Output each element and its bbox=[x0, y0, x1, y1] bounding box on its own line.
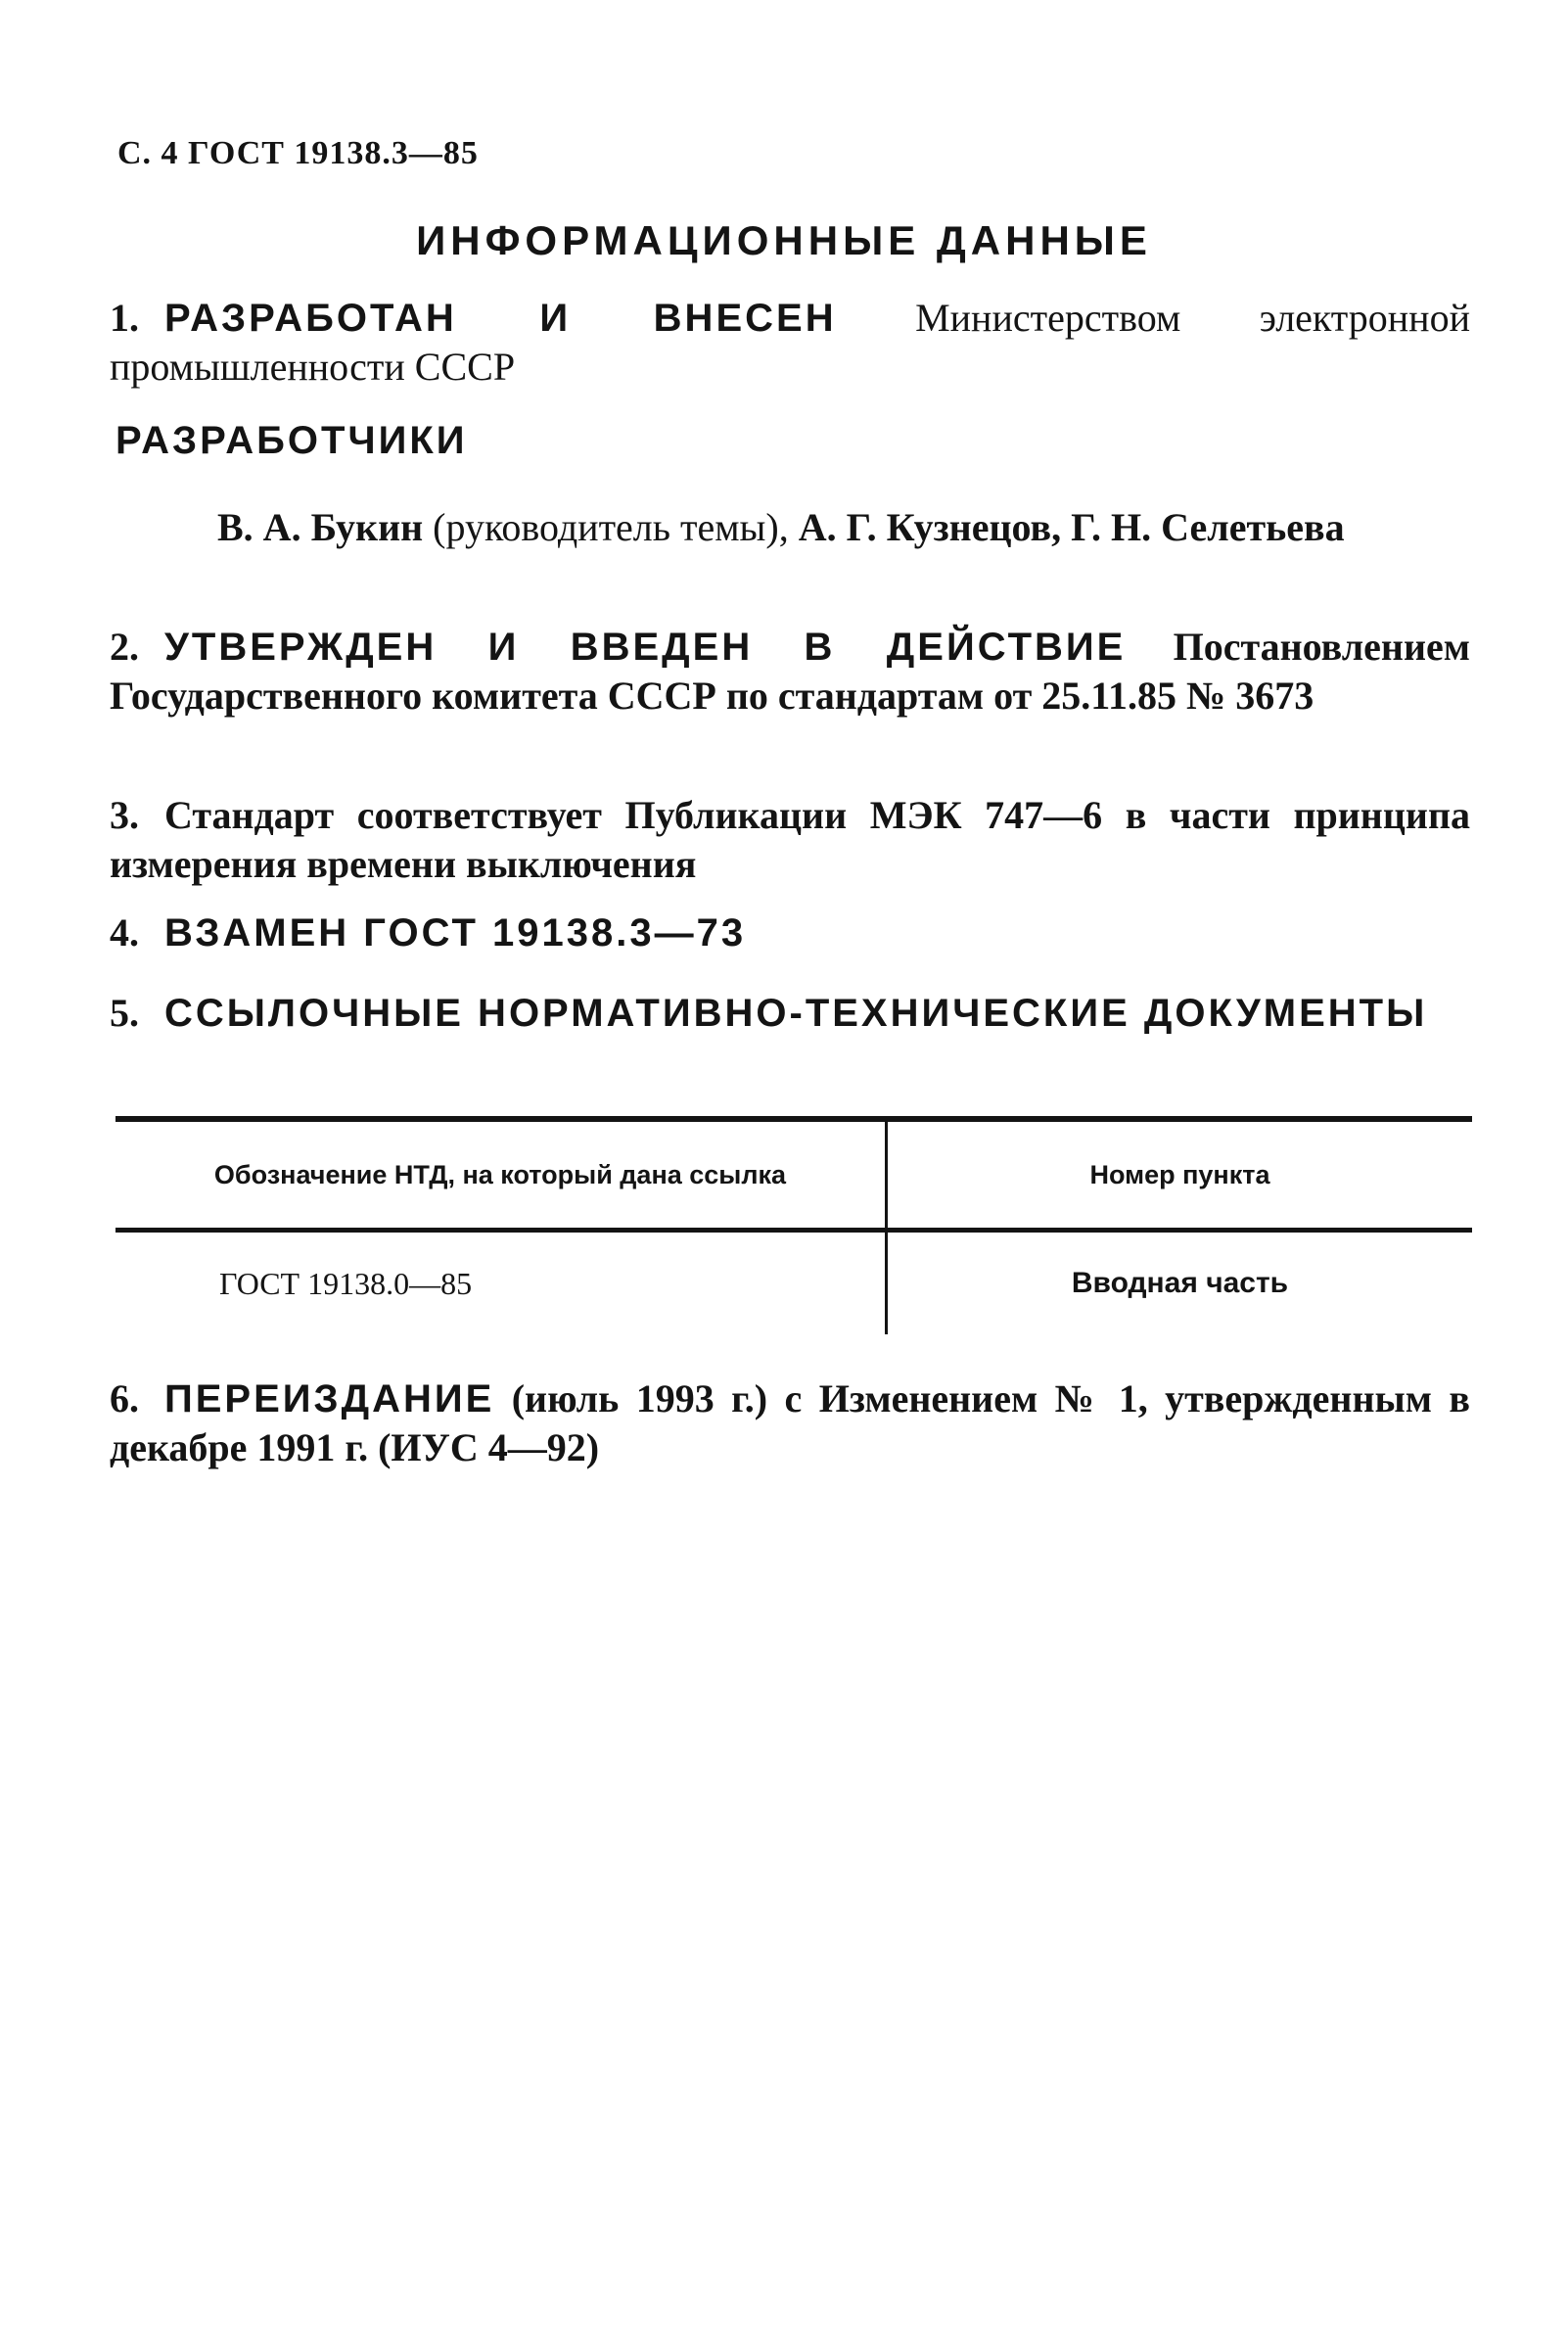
info-item-5 bbox=[110, 989, 1470, 1038]
item-number: 2. bbox=[110, 625, 139, 669]
info-item-4 bbox=[110, 908, 1470, 957]
cell-document: ГОСТ 19138.0—85 bbox=[115, 1233, 887, 1334]
item-number: 3. bbox=[110, 793, 139, 837]
table-header-row bbox=[115, 1122, 1472, 1228]
col-header-point: Номер пункта bbox=[1089, 1159, 1270, 1189]
cell-point: Вводная часть bbox=[1071, 1267, 1289, 1299]
item-number: 5. bbox=[110, 991, 139, 1035]
developer-name: В. А. Букин bbox=[217, 505, 424, 549]
item-caps: УТВЕРЖДЕН И ВВЕДЕН В ДЕЙСТВИЕ bbox=[164, 626, 1127, 669]
item-caps: ВЗАМЕН ГОСТ 19138.3—73 bbox=[164, 911, 747, 954]
item-number: 6. bbox=[110, 1376, 139, 1420]
col-header-document: Обозначение НТД, на который дана ссылка bbox=[115, 1122, 887, 1228]
developers-list bbox=[217, 503, 1470, 552]
page-header: С. 4 ГОСТ 19138.3—85 bbox=[117, 135, 479, 171]
item-number: 1. bbox=[110, 296, 139, 340]
item-text: (июль 1993 г.) с Изменением № 1, утвержденным в декабре 1991 г. (ИУС 4—92) bbox=[110, 1376, 1470, 1469]
developers-heading: РАЗРАБОТЧИКИ bbox=[115, 419, 468, 462]
item-text: Министерством электронной промышленности СССР bbox=[110, 296, 1470, 389]
developer-role: (руководитель темы), bbox=[433, 505, 789, 549]
table-row bbox=[115, 1233, 1472, 1334]
developer-name: А. Г. Кузнецов, bbox=[798, 505, 1062, 549]
item-number: 4. bbox=[110, 910, 139, 954]
info-item-2 bbox=[110, 623, 1470, 721]
item-caps: РАЗРАБОТАН И ВНЕСЕН bbox=[164, 297, 837, 340]
item-caps: ССЫЛОЧНЫЕ НОРМАТИВНО-ТЕХНИЧЕСКИЕ ДОКУМЕНТЫ bbox=[164, 992, 1428, 1035]
item-caps: ПЕРЕИЗДАНИЕ bbox=[164, 1377, 495, 1420]
item-text: Постановлением Государственного комитета СССР по стандартам от 25.11.85 № 3673 bbox=[110, 625, 1471, 718]
item-text: Стандарт соответствует Публикации МЭК 747—6 в части принципа измерения времени выключения bbox=[110, 793, 1470, 886]
references-table bbox=[115, 1116, 1472, 1334]
info-item-3 bbox=[110, 791, 1470, 889]
info-item-6 bbox=[110, 1374, 1470, 1472]
developer-name: Г. Н. Селетьева bbox=[1071, 505, 1345, 549]
info-item-1 bbox=[110, 294, 1470, 392]
page-title: ИНФОРМАЦИОННЫЕ ДАННЫЕ bbox=[416, 217, 1152, 263]
